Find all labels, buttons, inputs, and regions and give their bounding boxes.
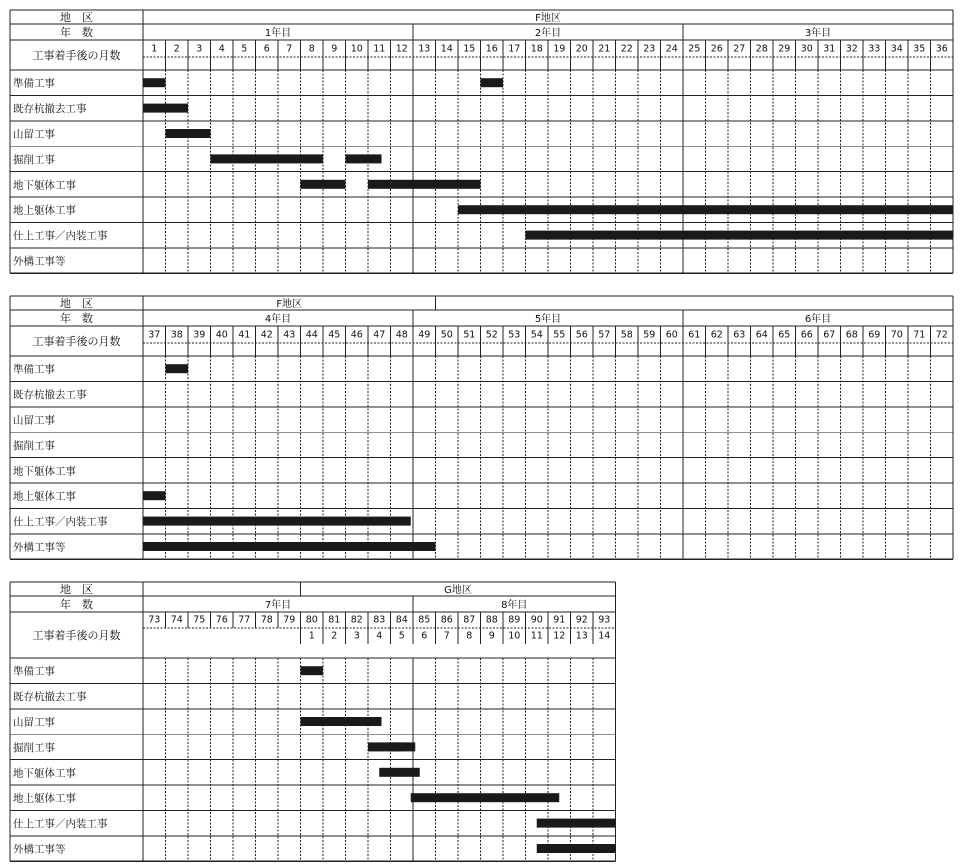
month-number: 90 bbox=[530, 614, 543, 626]
month-number: 82 bbox=[350, 614, 363, 626]
task-label: 山留工事 bbox=[13, 128, 55, 141]
region-label: F地区 bbox=[535, 13, 561, 24]
month-number: 51 bbox=[463, 329, 476, 341]
month-number: 41 bbox=[238, 329, 251, 341]
month-number: 85 bbox=[418, 614, 431, 626]
task-label: 地下躯体工事 bbox=[13, 465, 76, 478]
month-number: 31 bbox=[823, 43, 836, 55]
task-label: 掘削工事 bbox=[13, 153, 55, 166]
schedule-bar bbox=[346, 154, 382, 163]
year-label: 7年目 bbox=[264, 600, 292, 611]
schedule-bar bbox=[301, 666, 324, 675]
month-number: 87 bbox=[463, 614, 476, 626]
sub-month-number: 7 bbox=[443, 630, 450, 642]
month-number: 83 bbox=[373, 614, 386, 626]
month-number: 62 bbox=[710, 329, 723, 341]
months-header-label: 工事着手後の月数 bbox=[32, 49, 121, 62]
task-label: 地上躯体工事 bbox=[13, 792, 76, 805]
schedule-bar bbox=[301, 717, 382, 726]
month-number: 28 bbox=[755, 43, 768, 55]
month-number: 88 bbox=[485, 614, 498, 626]
sub-month-number: 2 bbox=[331, 630, 338, 642]
schedule-bar bbox=[388, 742, 415, 751]
schedule-bar bbox=[143, 517, 411, 526]
month-number: 81 bbox=[328, 614, 341, 626]
month-number: 32 bbox=[845, 43, 858, 55]
task-label: 既存杭撤去工事 bbox=[13, 691, 87, 704]
month-number: 4 bbox=[218, 43, 225, 55]
month-number: 30 bbox=[800, 43, 813, 55]
month-number: 10 bbox=[350, 43, 363, 55]
schedule-bar bbox=[537, 819, 616, 828]
schedule-bar bbox=[211, 154, 324, 163]
region-label: F地区 bbox=[276, 299, 303, 310]
region-header-label: 地 区 bbox=[60, 583, 93, 596]
year-label: 5年目 bbox=[534, 314, 562, 325]
schedule-bar bbox=[458, 205, 953, 214]
month-number: 57 bbox=[598, 329, 611, 341]
month-number: 40 bbox=[215, 329, 228, 341]
month-number: 46 bbox=[350, 329, 363, 341]
month-number: 91 bbox=[553, 614, 566, 626]
sub-month-number: 6 bbox=[421, 630, 428, 642]
task-label: 地下躯体工事 bbox=[13, 767, 76, 780]
month-number: 16 bbox=[485, 43, 498, 55]
schedule-bar bbox=[143, 491, 166, 500]
month-number: 71 bbox=[913, 329, 926, 341]
month-number: 9 bbox=[331, 43, 338, 55]
month-number: 43 bbox=[283, 329, 296, 341]
months-header-label: 工事着手後の月数 bbox=[32, 629, 121, 642]
month-number: 84 bbox=[395, 614, 408, 626]
month-number: 78 bbox=[260, 614, 273, 626]
month-number: 67 bbox=[823, 329, 836, 341]
month-number: 63 bbox=[733, 329, 746, 341]
month-number: 92 bbox=[575, 614, 588, 626]
year-label: 8年目 bbox=[501, 600, 528, 611]
month-number: 13 bbox=[418, 43, 431, 55]
month-number: 23 bbox=[643, 43, 656, 55]
month-number: 72 bbox=[935, 329, 948, 341]
task-label: 掘削工事 bbox=[13, 741, 55, 754]
month-number: 37 bbox=[148, 329, 161, 341]
task-label: 地下躯体工事 bbox=[13, 179, 76, 192]
task-label: 外構工事等 bbox=[13, 255, 66, 268]
sub-month-number: 8 bbox=[466, 630, 473, 642]
month-number: 47 bbox=[373, 329, 386, 341]
month-number: 48 bbox=[395, 329, 408, 341]
task-label: 外構工事等 bbox=[13, 843, 66, 856]
task-label: 外構工事等 bbox=[13, 541, 66, 554]
month-number: 38 bbox=[170, 329, 183, 341]
schedule-bar bbox=[526, 231, 954, 240]
month-number: 29 bbox=[778, 43, 791, 55]
schedule-bar bbox=[143, 542, 436, 551]
task-label: 仕上工事／内装工事 bbox=[13, 818, 108, 831]
task-label: 準備工事 bbox=[13, 665, 55, 678]
schedule-table-3 bbox=[10, 582, 616, 861]
month-number: 59 bbox=[643, 329, 656, 341]
month-number: 66 bbox=[800, 329, 813, 341]
years-header-label: 年 数 bbox=[60, 312, 93, 325]
month-number: 73 bbox=[148, 614, 161, 626]
month-number: 54 bbox=[530, 329, 543, 341]
sub-month-number: 4 bbox=[376, 630, 383, 642]
month-number: 8 bbox=[308, 43, 315, 55]
month-number: 22 bbox=[620, 43, 633, 55]
task-label: 地上躯体工事 bbox=[13, 490, 76, 503]
month-number: 56 bbox=[575, 329, 588, 341]
task-label: 既存杭撤去工事 bbox=[13, 103, 87, 116]
month-number: 86 bbox=[440, 614, 453, 626]
task-label: 山留工事 bbox=[13, 414, 55, 427]
month-number: 24 bbox=[665, 43, 678, 55]
month-number: 35 bbox=[913, 43, 926, 55]
task-label: 仕上工事／内装工事 bbox=[13, 516, 108, 529]
task-label: 地上躯体工事 bbox=[13, 204, 76, 217]
task-label: 準備工事 bbox=[13, 77, 55, 90]
month-number: 93 bbox=[598, 614, 611, 626]
month-number: 34 bbox=[890, 43, 903, 55]
month-number: 17 bbox=[508, 43, 521, 55]
schedule-bar bbox=[481, 78, 504, 87]
month-number: 65 bbox=[778, 329, 791, 341]
year-label: 6年目 bbox=[804, 314, 832, 325]
schedule-table-1 bbox=[10, 10, 953, 273]
month-number: 26 bbox=[710, 43, 723, 55]
schedule-bar bbox=[166, 129, 211, 138]
month-number: 2 bbox=[173, 43, 180, 55]
task-label: 既存杭撤去工事 bbox=[13, 389, 87, 402]
month-number: 64 bbox=[755, 329, 768, 341]
month-number: 80 bbox=[305, 614, 318, 626]
task-label: 掘削工事 bbox=[13, 439, 55, 452]
task-label: 準備工事 bbox=[13, 363, 55, 376]
schedule-table-2 bbox=[10, 296, 953, 559]
schedule-bar bbox=[166, 364, 189, 373]
month-number: 60 bbox=[665, 329, 678, 341]
month-number: 3 bbox=[196, 43, 203, 55]
month-number: 70 bbox=[890, 329, 903, 341]
sub-month-number: 11 bbox=[530, 630, 543, 642]
month-number: 55 bbox=[553, 329, 566, 341]
sub-month-number: 12 bbox=[553, 630, 566, 642]
month-number: 49 bbox=[418, 329, 431, 341]
month-number: 18 bbox=[530, 43, 543, 55]
month-number: 14 bbox=[440, 43, 453, 55]
month-number: 20 bbox=[575, 43, 588, 55]
task-label: 仕上工事／内装工事 bbox=[13, 230, 108, 243]
schedule-bar bbox=[143, 78, 166, 87]
month-number: 61 bbox=[688, 329, 701, 341]
month-number: 19 bbox=[553, 43, 566, 55]
month-number: 89 bbox=[508, 614, 521, 626]
year-label: 3年目 bbox=[804, 28, 832, 39]
sub-month-number: 5 bbox=[398, 630, 405, 642]
year-label: 2年目 bbox=[534, 28, 562, 39]
month-number: 52 bbox=[485, 329, 498, 341]
year-label: 1年目 bbox=[264, 28, 292, 39]
sub-month-number: 3 bbox=[353, 630, 360, 642]
month-number: 79 bbox=[283, 614, 296, 626]
month-number: 12 bbox=[395, 43, 408, 55]
sub-month-number: 1 bbox=[308, 630, 315, 642]
task-label: 山留工事 bbox=[13, 716, 55, 729]
schedule-bar bbox=[379, 768, 420, 777]
month-number: 6 bbox=[263, 43, 270, 55]
schedule-bar bbox=[368, 180, 481, 189]
month-number: 68 bbox=[845, 329, 858, 341]
month-number: 33 bbox=[868, 43, 881, 55]
month-number: 76 bbox=[215, 614, 228, 626]
month-number: 53 bbox=[508, 329, 521, 341]
years-header-label: 年 数 bbox=[60, 26, 93, 39]
schedule-bar bbox=[411, 793, 560, 802]
month-number: 42 bbox=[260, 329, 273, 341]
sub-month-number: 9 bbox=[488, 630, 495, 642]
month-number: 69 bbox=[868, 329, 881, 341]
month-number: 50 bbox=[440, 329, 453, 341]
month-number: 25 bbox=[688, 43, 701, 55]
years-header-label: 年 数 bbox=[60, 598, 93, 611]
month-number: 7 bbox=[286, 43, 293, 55]
schedule-bar bbox=[143, 104, 188, 113]
month-number: 1 bbox=[151, 43, 158, 55]
month-number: 15 bbox=[463, 43, 476, 55]
year-label: 4年目 bbox=[264, 314, 292, 325]
month-number: 21 bbox=[598, 43, 611, 55]
sub-month-number: 10 bbox=[508, 630, 521, 642]
sub-month-number: 13 bbox=[575, 630, 588, 642]
schedule-bar bbox=[537, 844, 616, 853]
month-number: 77 bbox=[238, 614, 251, 626]
month-number: 58 bbox=[620, 329, 633, 341]
region-header-label: 地 区 bbox=[60, 11, 93, 24]
month-number: 75 bbox=[193, 614, 206, 626]
month-number: 39 bbox=[193, 329, 206, 341]
sub-month-number: 14 bbox=[598, 630, 611, 642]
region-label: G地区 bbox=[444, 585, 472, 596]
region-header-label: 地 区 bbox=[60, 297, 93, 310]
month-number: 27 bbox=[733, 43, 746, 55]
month-number: 5 bbox=[241, 43, 248, 55]
month-number: 74 bbox=[170, 614, 183, 626]
schedule-bar bbox=[301, 180, 346, 189]
month-number: 44 bbox=[305, 329, 318, 341]
month-number: 45 bbox=[328, 329, 341, 341]
month-number: 36 bbox=[935, 43, 948, 55]
month-number: 11 bbox=[373, 43, 386, 55]
months-header-label: 工事着手後の月数 bbox=[32, 335, 121, 348]
